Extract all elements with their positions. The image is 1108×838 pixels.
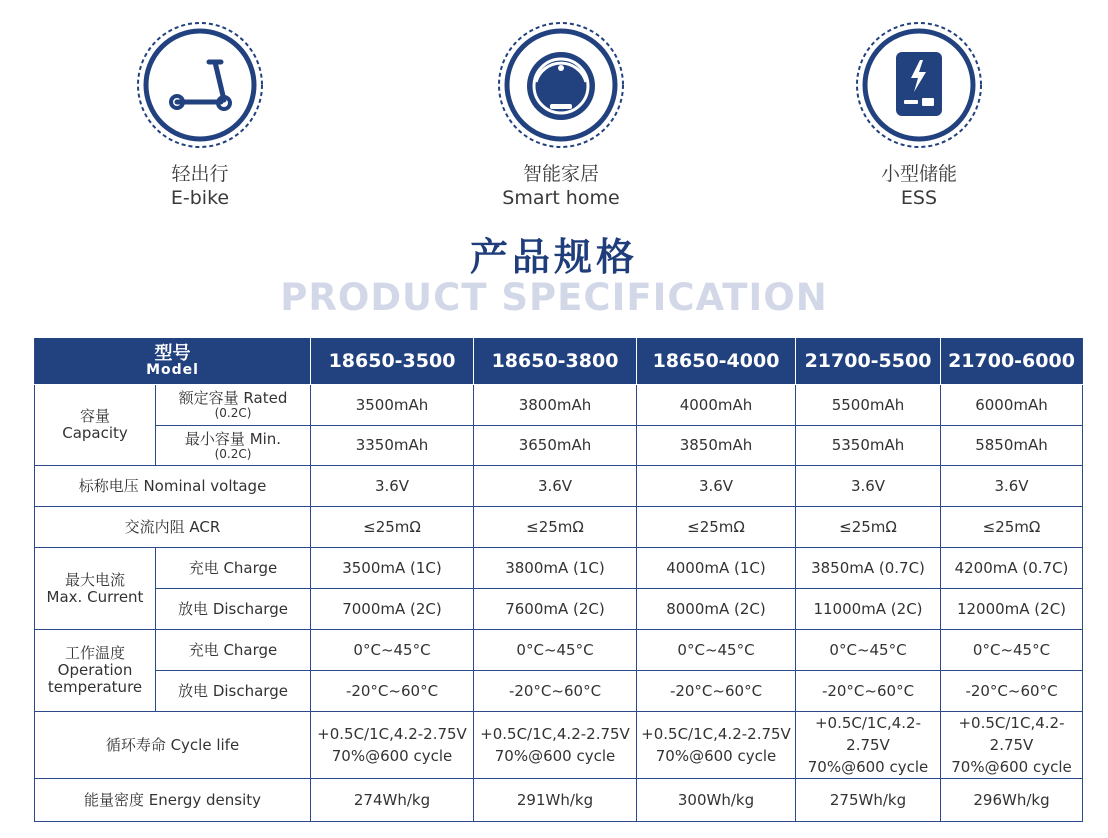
table-cell: 296Wh/kg [941,779,1083,822]
rated-capacity-label [156,385,311,426]
table-cell: ≤25mΩ [941,507,1083,548]
temp-charge-label: 充电 Charge [156,630,311,671]
table-cell: 0°C~45°C [796,630,941,671]
table-row [35,426,1083,466]
temp-discharge-label: 放电 Discharge [156,671,311,712]
table-cell: 3500mAh [311,385,474,426]
app-ebike-cn: 轻出行 [171,163,229,185]
table-cell: -20°C~60°C [637,671,796,712]
capacity-en: Capacity [62,424,128,442]
temperature-en2: temperature [47,678,143,696]
capacity-cn: 容量 [79,407,110,425]
energy-label: 能量密度 Energy density [35,779,311,822]
model-header [35,338,311,385]
table-cell: 274Wh/kg [311,779,474,822]
table-cell: 0°C~45°C [941,630,1083,671]
table-cell: +0.5C/1C,4.2-2.75V 70%@600 cycle [637,712,796,779]
table-cell: 7600mA (2C) [474,589,637,630]
table-cell: -20°C~60°C [941,671,1083,712]
model-col-header: 21700-5500 [796,338,941,385]
model-header-cn: 型号 [154,343,191,364]
app-ess-cn: 小型储能 [880,163,957,185]
table-cell: -20°C~60°C [474,671,637,712]
table-cell: 3.6V [941,466,1083,507]
table-cell: 3500mA (1C) [311,548,474,589]
table-row [35,507,1083,548]
min-note: (0.2C) [214,446,252,461]
section-title-cn: 产品规格 [469,235,638,279]
temperature-cn: 工作温度 [64,644,125,662]
table-cell: 3.6V [796,466,941,507]
table-cell: 275Wh/kg [796,779,941,822]
scooter-icon [135,20,265,150]
model-col-header: 18650-3800 [474,338,637,385]
table-cell: +0.5C/1C,4.2-2.75V 70%@600 cycle [941,712,1083,779]
cycle-label: 循环寿命 Cycle life [35,712,311,779]
table-row [35,548,1083,589]
table-cell: 5350mAh [796,426,941,466]
model-col-header: 18650-4000 [637,338,796,385]
table-cell: 0°C~45°C [474,630,637,671]
table-cell: +0.5C/1C,4.2-2.75V 70%@600 cycle [474,712,637,779]
app-ebike-en: E-bike [170,187,230,209]
temperature-en1: Operation [57,661,133,679]
table-cell: ≤25mΩ [474,507,637,548]
table-cell: 4200mA (0.7C) [941,548,1083,589]
table-cell: 3800mA (1C) [474,548,637,589]
table-cell: 0°C~45°C [637,630,796,671]
app-ebike [65,20,335,210]
table-cell: 4000mAh [637,385,796,426]
table-header-row [35,338,1083,385]
table-row [35,385,1083,426]
table-cell: 4000mA (1C) [637,548,796,589]
table-cell: ≤25mΩ [796,507,941,548]
min-capacity-label [156,426,311,466]
table-cell: 3.6V [311,466,474,507]
table-cell: 7000mA (2C) [311,589,474,630]
robot-vacuum-icon [496,20,626,150]
table-cell: 291Wh/kg [474,779,637,822]
current-group-label [35,548,156,630]
table-row [35,779,1083,822]
table-row [35,589,1083,630]
table-cell: 5850mAh [941,426,1083,466]
table-cell: 12000mA (2C) [941,589,1083,630]
current-charge-label: 充电 Charge [156,548,311,589]
app-ess [784,20,1054,210]
table-cell: 300Wh/kg [637,779,796,822]
min-label-text: 最小容量 Min. [184,429,282,448]
acr-label: 交流内阻 ACR [35,507,311,548]
table-row [35,671,1083,712]
table-cell: 3850mA (0.7C) [796,548,941,589]
model-col-header: 21700-6000 [941,338,1083,385]
temperature-group-label [35,630,156,712]
power-bank-icon [854,20,984,150]
current-en: Max. Current [46,587,144,606]
table-row [35,466,1083,507]
table-cell: 3800mAh [474,385,637,426]
table-cell: ≤25mΩ [637,507,796,548]
table-cell: 3650mAh [474,426,637,466]
voltage-label: 标称电压 Nominal voltage [35,466,311,507]
model-header-en: Model [146,362,199,378]
table-cell: -20°C~60°C [311,671,474,712]
app-smart-home-en: Smart home [502,187,620,209]
table-cell: +0.5C/1C,4.2-2.75V 70%@600 cycle [796,712,941,779]
table-cell: 3.6V [637,466,796,507]
table-cell: +0.5C/1C,4.2-2.75V 70%@600 cycle [311,712,474,779]
table-cell: 3350mAh [311,426,474,466]
table-cell: 3850mAh [637,426,796,466]
table-cell: 8000mA (2C) [637,589,796,630]
rated-note: (0.2C) [214,406,252,420]
section-title-en: PRODUCT SPECIFICATION [280,276,828,319]
capacity-group-label [35,385,156,466]
table-row [35,712,1083,779]
table-cell: 0°C~45°C [311,630,474,671]
model-col-header: 18650-3500 [311,338,474,385]
table-row [35,630,1083,671]
table-cell: 5500mAh [796,385,941,426]
app-ess-en: ESS [900,187,938,209]
current-discharge-label: 放电 Discharge [156,589,311,630]
rated-label-text: 额定容量 Rated [178,389,288,407]
app-smart-home [426,20,696,210]
table-cell: 11000mA (2C) [796,589,941,630]
spec-table [34,338,1083,822]
table-cell: 6000mAh [941,385,1083,426]
table-cell: 3.6V [474,466,637,507]
app-smart-home-cn: 智能家居 [522,163,599,185]
table-cell: -20°C~60°C [796,671,941,712]
table-cell: ≤25mΩ [311,507,474,548]
current-cn: 最大电流 [64,570,125,589]
